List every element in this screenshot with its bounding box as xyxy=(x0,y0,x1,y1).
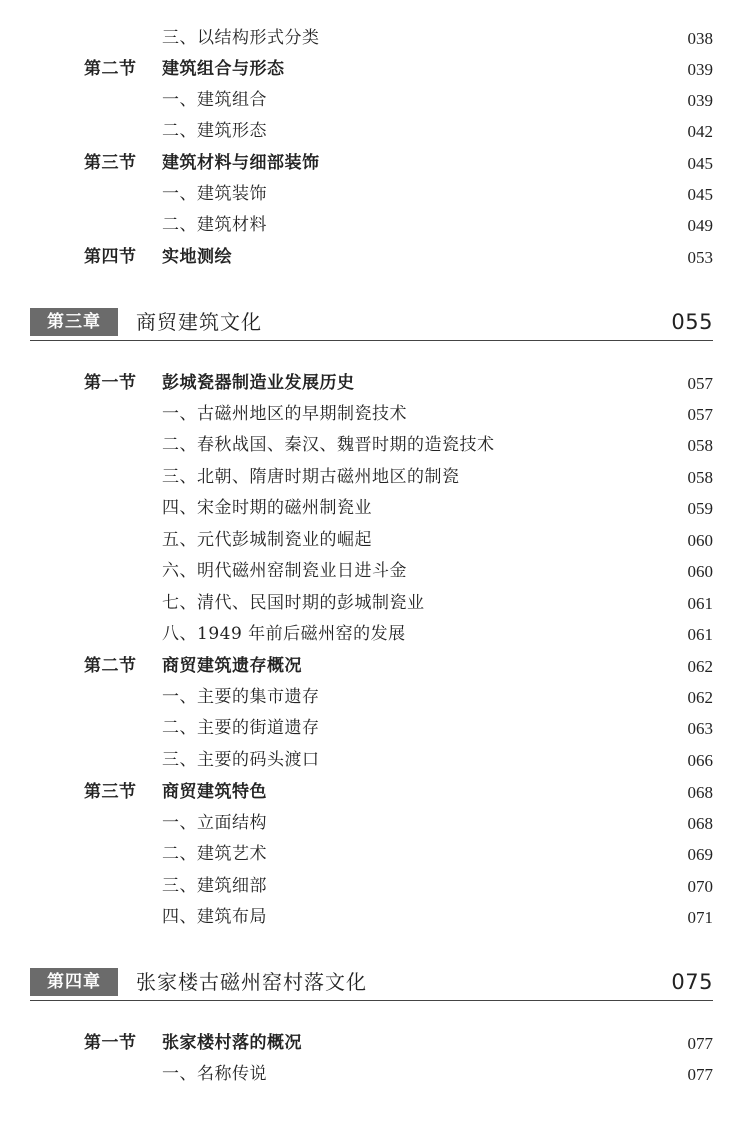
toc-chapter[interactable] xyxy=(30,966,713,1001)
page-number: 039 xyxy=(687,91,713,110)
subsection-title: 一、主要的集市遗存 xyxy=(162,687,320,707)
chapter-title: 张家楼古磁州窑村落文化 xyxy=(136,970,367,994)
subsection-title: 八、1949 年前后磁州窑的发展 xyxy=(162,624,406,644)
toc-subsection[interactable] xyxy=(0,682,750,713)
page-number: 042 xyxy=(687,122,713,141)
section-label: 第三节 xyxy=(84,782,137,802)
subsection-title: 一、古磁州地区的早期制瓷技术 xyxy=(162,404,407,424)
page-number: 057 xyxy=(687,405,713,424)
chapter-badge: 第三章 xyxy=(30,308,118,336)
page-number: 057 xyxy=(687,374,713,393)
section-title: 建筑组合与形态 xyxy=(162,59,285,79)
section-title: 商贸建筑遗存概况 xyxy=(162,656,302,676)
page-number: 066 xyxy=(687,751,713,770)
page-number: 062 xyxy=(687,657,713,676)
toc-subsection[interactable] xyxy=(0,179,750,210)
page-number: 061 xyxy=(687,594,713,613)
page-number: 071 xyxy=(687,908,713,927)
subsection-title: 三、建筑细部 xyxy=(162,876,267,896)
toc-subsection[interactable] xyxy=(0,556,750,587)
subsection-title: 二、建筑艺术 xyxy=(162,844,267,864)
toc-subsection[interactable] xyxy=(0,493,750,524)
page-number: 069 xyxy=(687,845,713,864)
page-number: 063 xyxy=(687,719,713,738)
section-title: 实地测绘 xyxy=(162,247,232,267)
subsection-title: 二、建筑材料 xyxy=(162,215,267,235)
toc-subsection[interactable] xyxy=(0,430,750,461)
toc-subsection[interactable] xyxy=(0,525,750,556)
page-number: 045 xyxy=(687,154,713,173)
page-number: 039 xyxy=(687,60,713,79)
page-number: 049 xyxy=(687,216,713,235)
page-number: 059 xyxy=(687,499,713,518)
toc-section[interactable] xyxy=(0,148,750,179)
subsection-title: 六、明代磁州窑制瓷业日进斗金 xyxy=(162,561,407,581)
toc-section[interactable] xyxy=(0,54,750,85)
page-number: 045 xyxy=(687,185,713,204)
toc-chapter[interactable] xyxy=(30,306,713,341)
section-title: 商贸建筑特色 xyxy=(162,782,267,802)
section-label: 第二节 xyxy=(84,59,137,79)
section-label: 第一节 xyxy=(84,1033,137,1053)
section-label: 第二节 xyxy=(84,656,137,676)
section-title: 建筑材料与细部装饰 xyxy=(162,153,320,173)
chapter-page-number: 055 xyxy=(671,310,713,334)
toc-section[interactable] xyxy=(0,777,750,808)
toc-subsection[interactable] xyxy=(0,713,750,744)
subsection-title: 四、宋金时期的磁州制瓷业 xyxy=(162,498,372,518)
chapter-badge: 第四章 xyxy=(30,968,118,996)
subsection-title: 三、主要的码头渡口 xyxy=(162,750,320,770)
page-number: 061 xyxy=(687,625,713,644)
subsection-title: 一、建筑装饰 xyxy=(162,184,267,204)
subsection-title: 二、春秋战国、秦汉、魏晋时期的造瓷技术 xyxy=(162,435,495,455)
subsection-title: 五、元代彭城制瓷业的崛起 xyxy=(162,530,372,550)
toc-subsection[interactable] xyxy=(0,462,750,493)
toc-subsection[interactable] xyxy=(0,210,750,241)
subsection-title: 一、名称传说 xyxy=(162,1064,267,1084)
chapter-title: 商贸建筑文化 xyxy=(136,310,262,334)
toc-subsection[interactable] xyxy=(0,871,750,902)
page-number: 077 xyxy=(687,1034,713,1053)
toc-section[interactable] xyxy=(0,1028,750,1059)
toc-subsection[interactable] xyxy=(0,619,750,650)
page-number: 060 xyxy=(687,531,713,550)
section-title: 张家楼村落的概况 xyxy=(162,1033,302,1053)
toc-subsection[interactable] xyxy=(0,902,750,933)
section-label: 第三节 xyxy=(84,153,137,173)
toc-subsection[interactable] xyxy=(0,23,750,54)
toc-section[interactable] xyxy=(0,368,750,399)
chapter-page-number: 075 xyxy=(671,970,713,994)
toc-subsection[interactable] xyxy=(0,588,750,619)
subsection-title: 七、清代、民国时期的彭城制瓷业 xyxy=(162,593,425,613)
toc-subsection[interactable] xyxy=(0,745,750,776)
section-label: 第一节 xyxy=(84,373,137,393)
subsection-title: 三、以结构形式分类 xyxy=(162,28,320,48)
page-number: 077 xyxy=(687,1065,713,1084)
subsection-title: 四、建筑布局 xyxy=(162,907,267,927)
page-number: 062 xyxy=(687,688,713,707)
toc-subsection[interactable] xyxy=(0,1059,750,1090)
subsection-title: 一、建筑组合 xyxy=(162,90,267,110)
subsection-title: 二、建筑形态 xyxy=(162,121,267,141)
toc-subsection[interactable] xyxy=(0,85,750,116)
toc-section[interactable] xyxy=(0,242,750,273)
subsection-title: 一、立面结构 xyxy=(162,813,267,833)
toc-section[interactable] xyxy=(0,651,750,682)
page-number: 068 xyxy=(687,783,713,802)
page-number: 058 xyxy=(687,436,713,455)
toc-subsection[interactable] xyxy=(0,399,750,430)
page-number: 068 xyxy=(687,814,713,833)
toc-subsection[interactable] xyxy=(0,839,750,870)
section-title: 彭城瓷器制造业发展历史 xyxy=(162,373,355,393)
page-number: 058 xyxy=(687,468,713,487)
page-number: 070 xyxy=(687,877,713,896)
subsection-title: 三、北朝、隋唐时期古磁州地区的制瓷 xyxy=(162,467,460,487)
subsection-title: 二、主要的街道遗存 xyxy=(162,718,320,738)
page-number: 060 xyxy=(687,562,713,581)
page-number: 053 xyxy=(687,248,713,267)
section-label: 第四节 xyxy=(84,247,137,267)
page-number: 038 xyxy=(687,29,713,48)
toc-subsection[interactable] xyxy=(0,116,750,147)
toc-subsection[interactable] xyxy=(0,808,750,839)
